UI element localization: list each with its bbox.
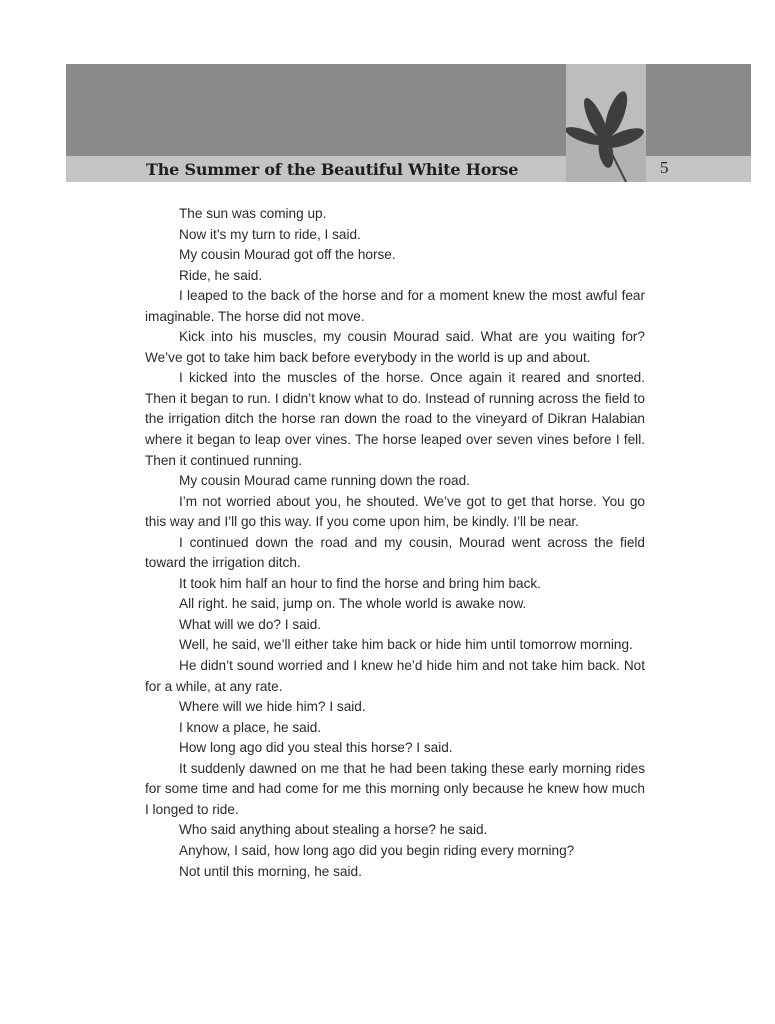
paragraph: Ride, he said. — [179, 267, 263, 283]
paragraph: Kick into his muscles, my cousin Mourad said. What are you waiting for? We’ve got to take him back before everybody in the world is up and about. — [145, 329, 645, 365]
paragraph: I’m not worried about you, he shouted. We’ve got to get that horse. You go this way and I’ll go this way. If you come upon him, be kindly. I’ll be near. — [145, 493, 645, 530]
paragraph: It suddenly dawned on me that he had been taking these early morning rides for some time and had come for me this morning only because he knew how much I longed to ride. — [145, 760, 645, 817]
chapter-title: The Summer of the Beautiful White Horse — [146, 160, 519, 179]
paragraph: Not until this morning, he said. — [179, 863, 362, 879]
paragraph: Anyhow, I said, how long ago did you begin riding every morning? — [179, 842, 575, 858]
paragraph: Well, he said, we’ll either take him back or hide him until tomorrow morning. — [179, 637, 633, 653]
paragraph: All right. he said, jump on. The whole world is awake now. — [179, 596, 527, 612]
header-band — [66, 64, 751, 156]
paragraph: What will we do? I said. — [179, 616, 322, 632]
paragraph: I leaped to the back of the horse and for a moment knew the most awful fear imaginable. The horse did not move. — [145, 288, 645, 324]
paragraph: How long ago did you steal this horse? I said. — [179, 740, 453, 756]
paragraph: I know a place, he said. — [179, 719, 322, 735]
paragraph: I kicked into the muscles of the horse. Once again it reared and snorted. Then it began to run. I didn’t know what to do. Instead of running across the field to the irrigation ditch the horse ran down the road to the vineyard of Dikran Halabian where it began to leap over vines. The horse leaped over seven vines before I fell. Then it continued running. — [145, 370, 645, 468]
page-header — [66, 64, 751, 182]
paragraph: Who said anything about stealing a horse? he said. — [179, 822, 488, 838]
story-text — [145, 204, 645, 882]
paragraph: My cousin Mourad came running down the road. — [179, 473, 470, 489]
paragraph: I continued down the road and my cousin, Mourad went across the field toward the irrigation ditch. — [145, 534, 645, 571]
paragraph: Where will we hide him? I said. — [179, 699, 366, 715]
paragraph: The sun was coming up. — [179, 206, 327, 221]
paragraph: Now it’s my turn to ride, I said. — [179, 226, 361, 242]
leaf-photo-icon — [566, 64, 646, 182]
page-number: 5 — [660, 158, 669, 177]
paragraph: My cousin Mourad got off the horse. — [179, 247, 396, 263]
paragraph: He didn’t sound worried and I knew he’d hide him and not take him back. Not for a while, at any rate. — [145, 658, 645, 694]
paragraph: It took him half an hour to find the horse and bring him back. — [179, 575, 541, 591]
